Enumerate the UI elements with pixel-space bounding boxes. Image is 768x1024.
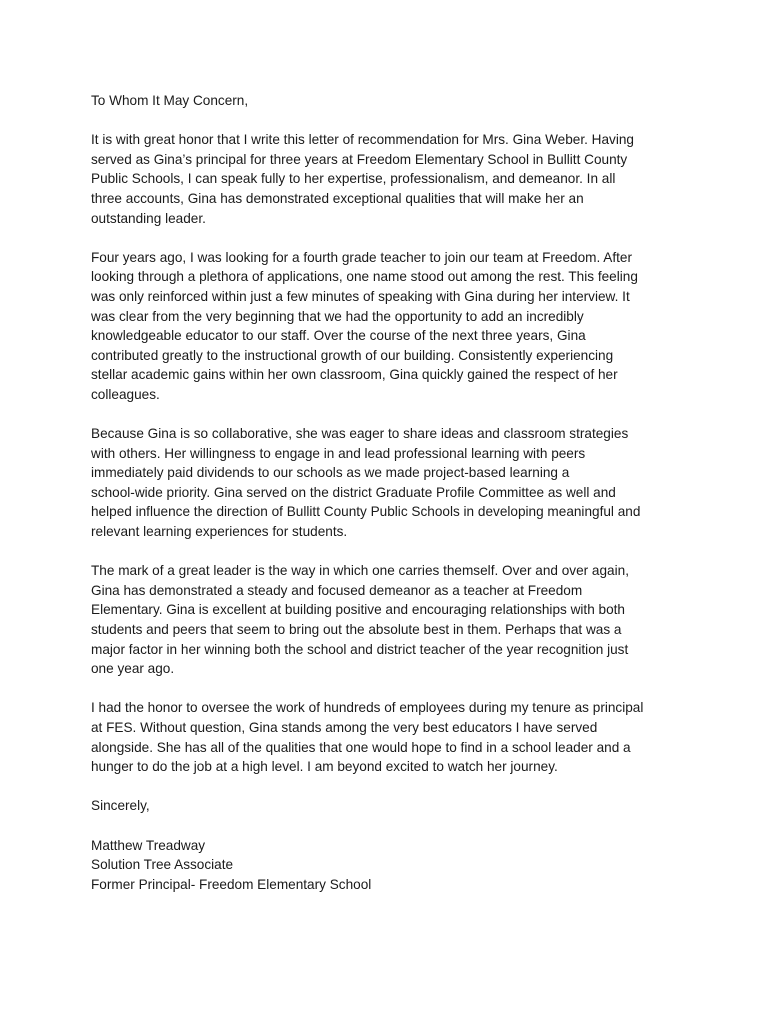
signer-title: Solution Tree Associate [91,857,234,873]
paragraph-line: helped influence the direction of Bullitt County Public Schools in developing meaningful and [91,504,641,520]
signature-block [91,836,691,895]
paragraph-4 [91,561,691,679]
paragraph-line: Because Gina is so collaborative, she was eager to share ideas and classroom strategies [91,426,629,442]
paragraph-line: contributed greatly to the instructional growth of our building. Consistently experiencing [91,347,614,363]
paragraph-line: knowledgeable educator to our staff. Over the course of the next three years, Gina [91,328,586,344]
paragraph-line: Gina has demonstrated a steady and focused demeanor as a teacher at Freedom [91,582,583,598]
paragraph-3 [91,424,691,542]
paragraph-spacer [91,816,691,836]
paragraph-2 [91,248,691,405]
paragraph-line: I had the honor to oversee the work of hundreds of employees during my tenure as principal [91,700,644,716]
closing: Sincerely, [91,798,150,814]
paragraph-spacer [91,777,691,797]
paragraph-line: with others. Her willingness to engage in and lead professional learning with peers [91,445,586,461]
paragraph-line: stellar academic gains within her own classroom, Gina quickly gained the respect of her [91,367,618,383]
signer-name: Matthew Treadway [91,837,206,853]
paragraph-spacer [91,405,691,425]
paragraph-line: outstanding leader. [91,210,206,226]
paragraph-spacer [91,679,691,699]
paragraph-spacer [91,542,691,562]
paragraph-line: relevant learning experiences for students. [91,524,348,540]
recommendation-letter [91,91,691,894]
paragraph-5 [91,698,691,776]
paragraph-line: hunger to do the job at a high level. I am beyond excited to watch her journey. [91,759,558,775]
paragraph-line: one year ago. [91,661,175,677]
paragraph-line: school-wide priority. Gina served on the district Graduate Profile Committee as well and [91,484,616,500]
paragraph-line: colleagues. [91,386,160,402]
paragraph-line: Four years ago, I was looking for a fourth grade teacher to join our team at Freedom. After [91,249,633,265]
paragraph-spacer [91,111,691,131]
paragraph-line: alongside. She has all of the qualities that one would hope to find in a school leader and a [91,739,631,755]
paragraph-line: was only reinforced within just a few minutes of speaking with Gina during her interview. It [91,288,630,304]
paragraph-line: served as Gina’s principal for three years at Freedom Elementary School in Bullitt County [91,151,628,167]
paragraph-spacer [91,228,691,248]
paragraph-line: three accounts, Gina has demonstrated exceptional qualities that will make her an [91,190,584,206]
paragraph-1 [91,130,691,228]
signer-former-role: Former Principal- Freedom Elementary School [91,876,372,892]
paragraph-line: Public Schools, I can speak fully to her expertise, professionalism, and demeanor. In all [91,171,616,187]
paragraph-line: It is with great honor that I write this letter of recommendation for Mrs. Gina Weber. Having [91,132,634,148]
paragraph-line: immediately paid dividends to our schools as we made project-based learning a [91,465,570,481]
paragraph-line: was clear from the very beginning that we had the opportunity to add an incredibly [91,308,584,324]
paragraph-line: major factor in her winning both the school and district teacher of the year recognition just [91,641,629,657]
paragraph-line: students and peers that seem to bring out the absolute best in them. Perhaps that was a [91,622,622,638]
paragraph-line: Elementary. Gina is excellent at building positive and encouraging relationships with both [91,602,625,618]
paragraph-line: The mark of a great leader is the way in which one carries themself. Over and over again, [91,563,629,579]
paragraph-line: at FES. Without question, Gina stands among the very best educators I have served [91,720,598,735]
salutation: To Whom It May Concern, [91,93,249,108]
paragraph-line: looking through a plethora of applications, one name stood out among the rest. This feeling [91,269,638,285]
